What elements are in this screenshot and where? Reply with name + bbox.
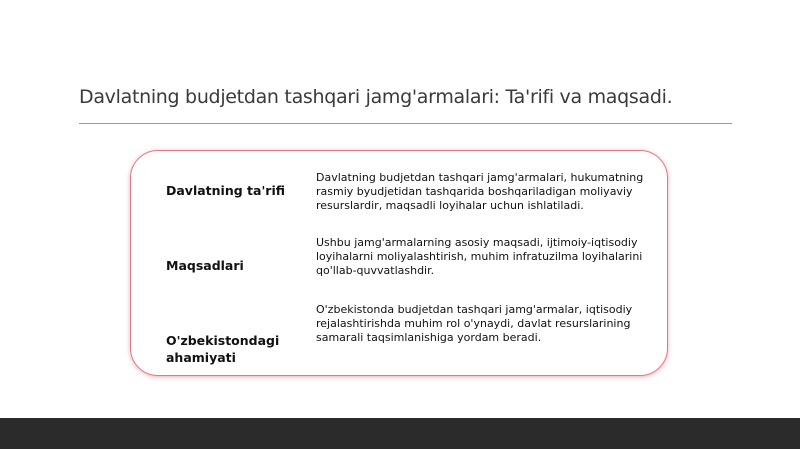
term-definition: Davlatning ta'rifi — [166, 183, 285, 198]
description-significance: O'zbekistonda budjetdan tashqari jamg'armalar, iqtisodiy rejalashtirishda muhim rol o'ynaydi, davlat resurslarining samarali taqsimlanishiga yordam beradi. — [316, 303, 633, 344]
term-significance: O'zbekistondagi ahamiyati — [166, 333, 280, 365]
slide-title: Davlatning budjetdan tashqari jamg'armalari: Ta'rifi va maqsadi. — [79, 86, 673, 108]
description-goals: Ushbu jamg'armalarning asosiy maqsadi, ijtimoiy-iqtisodiy loyihalarni moliyalashtirish, muhim infratuzilma loyihalarini qo'llab-quvvatlashdir. — [316, 236, 643, 277]
title-divider — [79, 123, 732, 124]
term-goals: Maqsadlari — [166, 258, 244, 273]
footer-bar — [0, 418, 800, 449]
description-definition: Davlatning budjetdan tashqari jamg'armalari, hukumatning rasmiy byudjetidan tashqarida boshqariladigan moliyaviy resurslardir, maqsadli loyihalar uchun ishlatiladi. — [316, 171, 644, 212]
